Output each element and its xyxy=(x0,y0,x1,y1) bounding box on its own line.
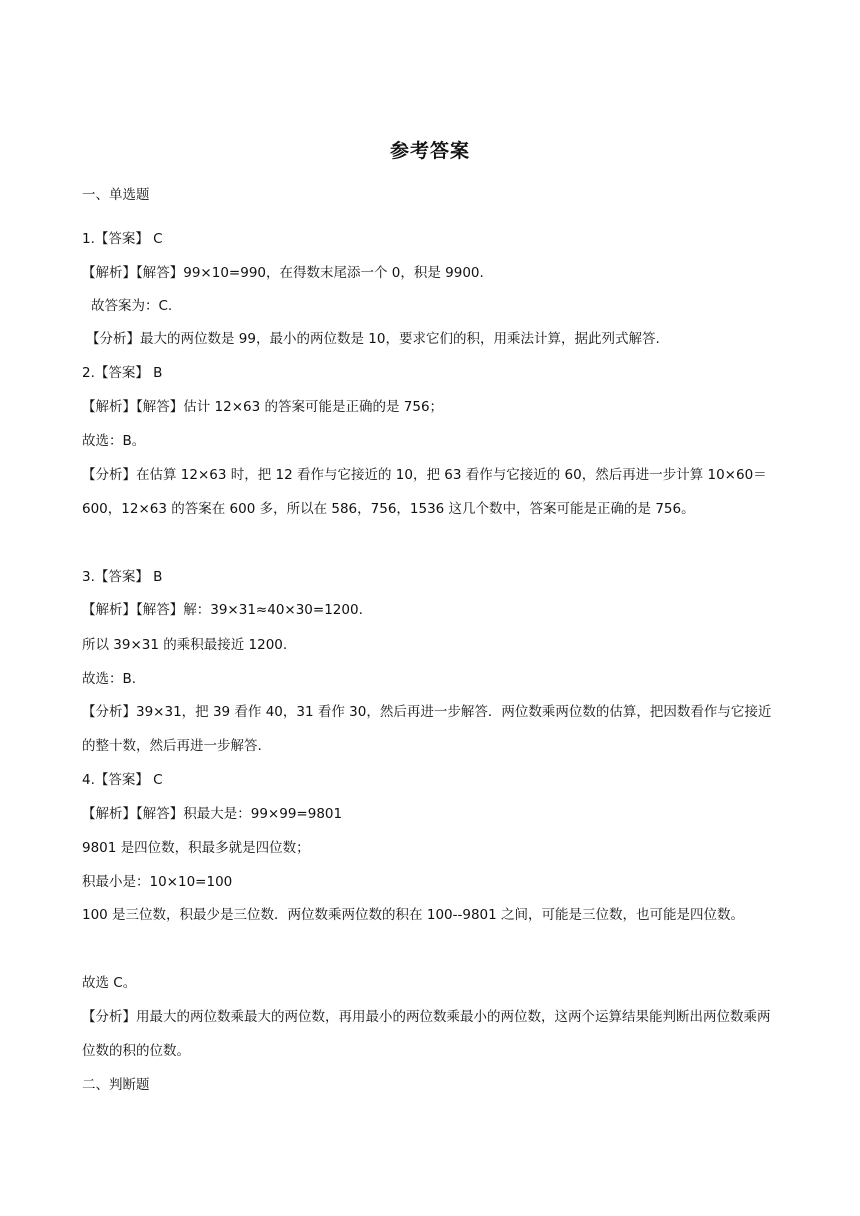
q3-analysis: 【分析】39×31，把 39 看作 40，31 看作 30，然后再进一步解答．两位数乘两位数的估算，把因数看作与它接近的整十数，然后再进一步解答. xyxy=(82,704,772,754)
q4-analysis: 【分析】用最大的两位数乘最大的两位数，再用最小的两位数乘最小的两位数，这两个运算结果能判断出两位数乘两位数的积的位数。 xyxy=(82,1009,771,1059)
q2-answer: 2.【答案】 B xyxy=(82,365,163,381)
section-heading-judgment: 二、判断题 xyxy=(82,1077,150,1093)
q1-answer: 1.【答案】 C xyxy=(82,231,163,247)
q3-conclusion: 故选：B. xyxy=(82,671,137,687)
q3-explanation: 【解析】【解答】解：39×31≈40×30=1200. xyxy=(82,602,363,618)
page-title: 参考答案 xyxy=(389,140,470,162)
q2-conclusion: 故选：B。 xyxy=(82,433,146,449)
section-heading-single-choice: 一、单选题 xyxy=(82,187,150,203)
q4-answer: 4.【答案】 C xyxy=(82,772,163,788)
q1-explanation: 【解析】【解答】99×10=990，在得数末尾添一个 0，积是 9900. xyxy=(82,265,484,281)
q4-line-4: 100 是三位数，积最少是三位数．两位数乘两位数的积在 100--9801 之间，可能是三位数，也可能是四位数。 xyxy=(82,907,745,923)
q2-analysis: 【分析】在估算 12×63 时，把 12 看作与它接近的 10，把 63 看作与它接近的 60，然后再进一步计算 10×60＝600，12×63 的答案在 600 多，所以在 586，756，1536 这几个数中，答案可能是正确的是 756。 xyxy=(82,467,767,517)
q4-explanation: 【解析】【解答】积最大是：99×99=9801 xyxy=(82,806,343,822)
q1-analysis: 【分析】最大的两位数是 99，最小的两位数是 10，要求它们的积，用乘法计算，据此列式解答. xyxy=(86,331,660,347)
q4-line-2: 9801 是四位数，积最多就是四位数； xyxy=(82,840,310,856)
q4-conclusion: 故选 C。 xyxy=(82,975,137,991)
q4-line-3: 积最小是：10×10=100 xyxy=(82,874,233,890)
q1-conclusion: 故答案为：C. xyxy=(91,298,173,314)
q3-line-2: 所以 39×31 的乘积最接近 1200. xyxy=(82,637,288,653)
q3-answer: 3.【答案】 B xyxy=(82,569,163,585)
q2-explanation: 【解析】【解答】估计 12×63 的答案可能是正确的是 756； xyxy=(82,399,444,415)
